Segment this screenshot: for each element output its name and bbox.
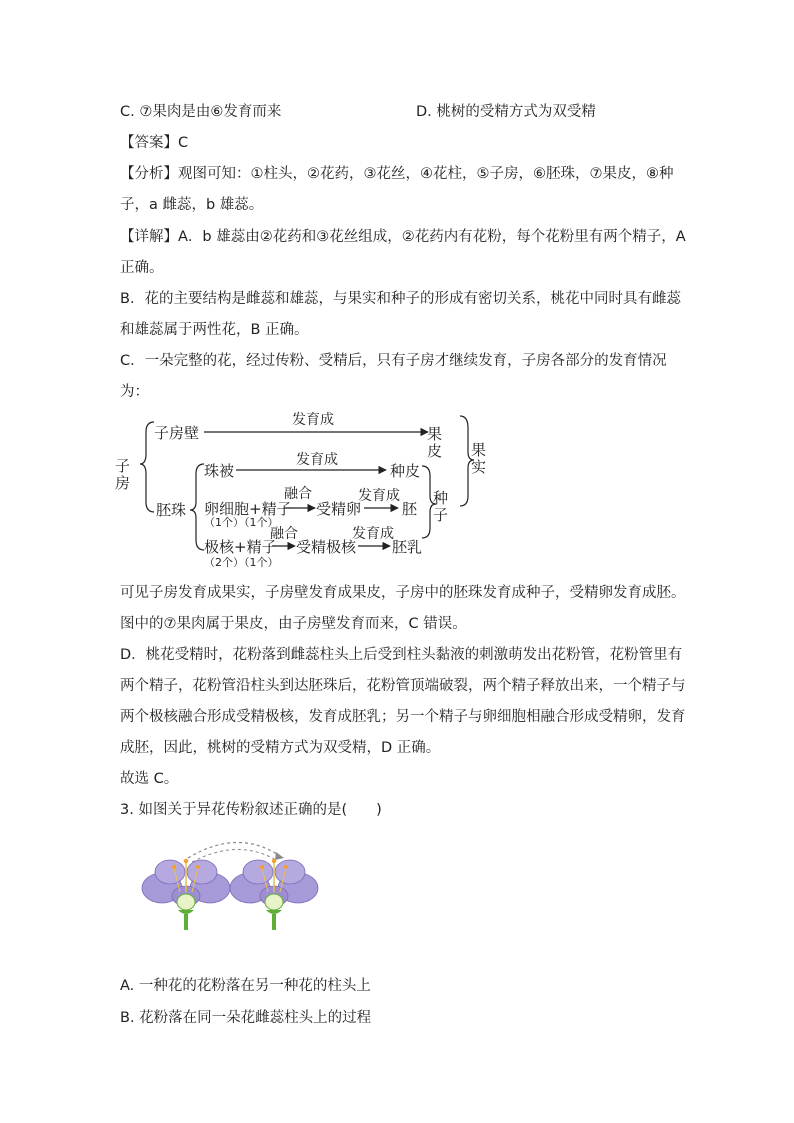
q3-option-a: A. 一种花的花粉落在另一种花的柱头上 [120, 978, 371, 994]
seed-label: 种子 [431, 490, 449, 524]
q3-option-b: B. 花粉落在同一朵花雌蕊柱头上的过程 [120, 1010, 372, 1026]
option-c-explain-1: C．一朵完整的花，经过传粉、受精后，只有子房才继续发育，子房各部分的发育情况 [120, 353, 667, 369]
answer-line: 【答案】C [120, 135, 189, 151]
ovary-label: 子房 [113, 458, 131, 492]
option-d-explain-4: 成胚，因此，桃树的受精方式为双受精，D 正确。 [120, 740, 441, 756]
pollination-arc [188, 842, 280, 858]
option-c: C. ⑦果肉是由⑥发育而来 [120, 104, 282, 120]
polar-sperm-label: 极核+精子 [204, 538, 277, 556]
ovule-label: 胚珠 [156, 501, 187, 519]
detail-line-1: 【详解】A．b 雄蕊由②花药和③花丝组成，②花药内有花粉，每个花粉里有两个精子，A [120, 229, 686, 245]
option-c-explain-2: 为： [120, 384, 149, 400]
embryo-label: 胚 [402, 500, 418, 518]
pericarp-label: 果皮 [425, 426, 443, 460]
fuses-label-1: 融合 [284, 486, 312, 502]
egg-count-label: （1个）（1个） [204, 516, 279, 529]
choose-line: 故选 C。 [120, 771, 179, 787]
ovary-wall-label: 子房壁 [154, 424, 200, 442]
ovary-development-diagram [112, 402, 502, 572]
fertilized-polar-label: 受精极核 [296, 538, 357, 556]
fruit-label: 果实 [469, 442, 487, 476]
develops-label-2: 发育成 [296, 452, 338, 468]
integument-label: 珠被 [204, 462, 235, 480]
option-b-explain-2: 和雄蕊属于两性花，B 正确。 [120, 322, 309, 338]
develops-label-1: 发育成 [292, 412, 334, 428]
fuses-label-2: 融合 [270, 526, 298, 542]
flower-right [230, 859, 318, 930]
egg-sperm-label: 卵细胞+精子 [204, 500, 292, 518]
option-d-explain-1: D．桃花受精时，花粉落到雌蕊柱头上后受到柱头黏液的刺激萌发出花粉管，花粉管里有 [120, 647, 683, 663]
ovule-brace [190, 464, 204, 550]
seed-coat-label: 种皮 [390, 462, 421, 480]
option-d-explain-3: 两个极核融合形成受精极核，发育成胚乳；另一个精子与卵细胞相融合形成受精卵，发育 [120, 709, 686, 725]
conclusion-line-2: 图中的⑦果肉属于果皮，由子房壁发育而来，C 错误。 [120, 616, 467, 632]
flower-left [142, 859, 230, 930]
zygote-label: 受精卵 [316, 500, 362, 518]
ovary-brace [140, 422, 154, 512]
polar-count-label: （2个）（1个） [204, 556, 279, 569]
cross-pollination-illustration [140, 836, 336, 932]
option-b-explain-1: B．花的主要结构是雌蕊和雄蕊，与果实和种子的形成有密切关系，桃花中同时具有雌蕊 [120, 291, 681, 307]
question-3: 3. 如图关于异花传粉叙述正确的是( ) [120, 802, 382, 818]
develops-label-3: 发育成 [358, 488, 400, 504]
option-d: D. 桃树的受精方式为双受精 [416, 104, 596, 120]
option-d-explain-2: 两个精子，花粉管沿柱头到达胚珠后，花粉管顶端破裂，两个精子释放出来，一个精子与 [120, 678, 686, 694]
analysis-line-2: 子，a 雌蕊，b 雄蕊。 [120, 197, 264, 213]
endosperm-label: 胚乳 [392, 538, 423, 556]
develops-label-4: 发育成 [352, 526, 394, 542]
arc-arrow-icon [275, 852, 284, 860]
analysis-line-1: 【分析】观图可知：①柱头，②花药，③花丝，④花柱，⑤子房，⑥胚珠，⑦果皮，⑧种 [120, 166, 674, 182]
detail-line-2: 正确。 [120, 260, 164, 276]
conclusion-line-1: 可见子房发育成果实，子房壁发育成果皮，子房中的胚珠发育成种子，受精卵发育成胚。 [120, 585, 686, 601]
